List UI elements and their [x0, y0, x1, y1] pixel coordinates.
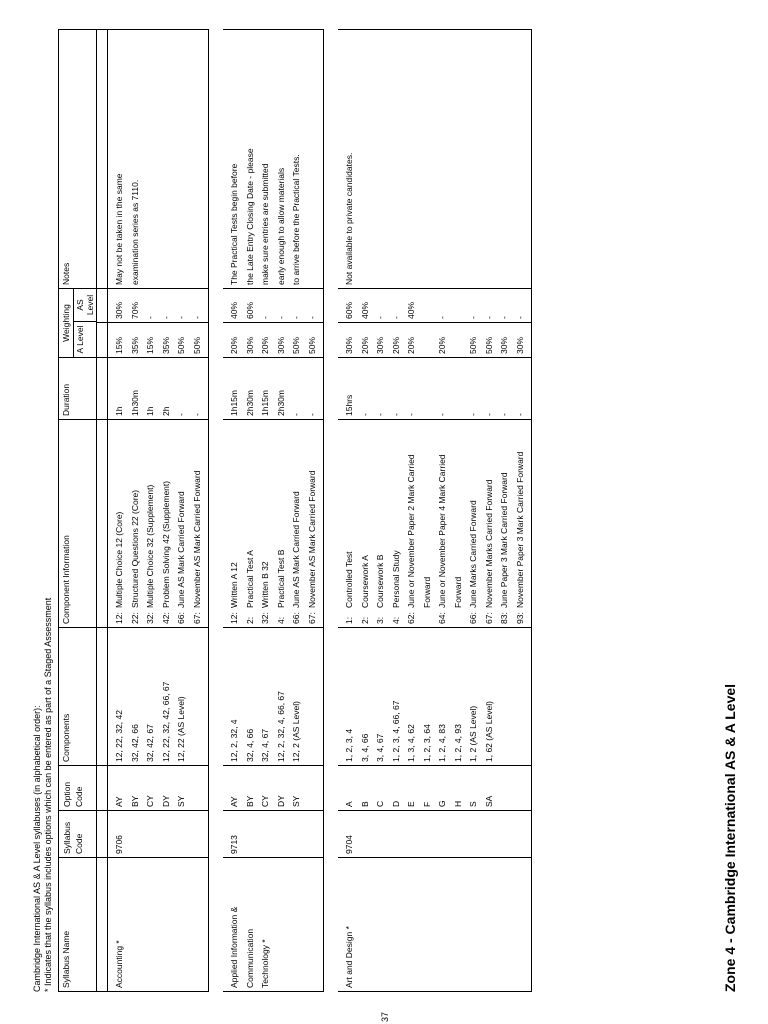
option-code-cell: A B C D E F G H S SA [338, 766, 532, 811]
a-level-weighting-cell: 30% 20% 30% 20% 20% 20% 50% 50% 30% 30% [338, 323, 532, 358]
header-a-level: A Level [74, 321, 96, 357]
notes-cell: Not available to private candidates. [338, 30, 532, 289]
components-cell: 12, 2, 32, 4 32, 4, 66 32, 4, 67 12, 2, 32, 4, 66, 67 12, 2 (AS Level) [223, 628, 324, 766]
header-duration: Duration [59, 358, 97, 420]
intro-line-1: Cambridge International AS & A Level syllabuses (in alphabetical order): [32, 705, 42, 992]
intro-line-2: * Indicates that the syllabus includes options which can be entered as part of a Staged Assessment [43, 597, 53, 992]
components-cell: 12, 22, 32, 42 32, 42, 66 32, 42, 67 12, 22, 32, 42, 66, 67 12, 22 (AS Level) [108, 628, 209, 766]
notes-cell: May not be taken in the same examination series as 7110. [108, 30, 209, 289]
syllabus-code-cell: 9706 [108, 811, 209, 858]
table-row [223, 30, 324, 992]
as-level-weighting-cell: 40% 60% - - - - [223, 289, 324, 323]
syllabus-table [58, 29, 532, 992]
component-info-cell: 12: Multiple Choice 12 (Core) 22: Structured Questions 22 (Core) 32: Multiple Choice 32 (Supplement) 42: Problem Solving 42 (Supplement) 66: June AS Mark Carried Forward 67: November AS Mark Carried Forward [108, 420, 209, 628]
notes-cell: The Practical Tests begin before the Late Entry Closing Date - please make sure entries are submitted early enough to allow materials to arrive before the Practical Tests. [223, 30, 324, 289]
duration-cell: 15hrs - - - - - - - - - [338, 358, 532, 420]
zone-title: Zone 4 - Cambridge International AS & A Level [722, 683, 738, 992]
header-spacer-row [97, 30, 108, 992]
syllabus-group-applied-ict [223, 30, 324, 992]
table-row [108, 30, 209, 992]
syllabus-name-cell: Accounting * [108, 858, 209, 992]
component-info-cell: 12: Written A 12 2: Practical Test A 32: Written B 32 4: Practical Test B 66: June AS Mark Carried Forward 67: November AS Mark Carried Forward [223, 420, 324, 628]
syllabus-code-cell: 9704 [338, 811, 532, 858]
header-weighting: Weighting A Level AS Level [59, 289, 97, 358]
syllabus-code-cell: 9713 [223, 811, 324, 858]
a-level-weighting-cell: 15% 35% 15% 35% 50% 50% [108, 323, 209, 358]
rotated-page [32, 44, 738, 1022]
duration-cell: 1h 1h30m 1h 2h - - [108, 358, 209, 420]
header-component-information: Component Information [59, 420, 97, 628]
option-code-cell: AY BY CY DY SY [223, 766, 324, 811]
syllabus-group-art-and-design [338, 30, 532, 992]
header-as-level: AS Level [75, 294, 95, 316]
syllabus-name-cell: Art and Design * [338, 858, 532, 992]
header-notes: Notes [59, 30, 97, 289]
components-cell: 1, 2, 3, 4 3, 4, 66 3, 4, 67 1, 2, 3, 4, 66, 67 1, 3, 4, 62 1, 2, 3, 64 1, 2, 4, 83 1, 2, 4, 93 1, 2 (AS Level) 1, 62 (AS Level) [338, 628, 532, 766]
header-option-code: Option Code [59, 766, 97, 811]
group-gap [209, 30, 224, 992]
a-level-weighting-cell: 20% 30% 20% 30% 50% 50% [223, 323, 324, 358]
header-syllabus-code: Syllabus Code [59, 811, 97, 858]
option-code-cell: AY BY CY DY SY [108, 766, 209, 811]
as-level-weighting-cell: 30% 70% - - - - [108, 289, 209, 323]
syllabus-group-accounting [108, 30, 209, 992]
header-syllabus-name: Syllabus Name [59, 858, 97, 992]
header-components: Components [59, 628, 97, 766]
duration-cell: 1h15m 2h30m 1h15m 2h30m - - [223, 358, 324, 420]
table-row [338, 30, 532, 992]
group-gap [324, 30, 339, 992]
page-number: 37 [380, 1011, 390, 1022]
header-row [59, 30, 97, 992]
as-level-weighting-cell: 60% 40% - - 40% - - - - - [338, 289, 532, 323]
syllabus-name-cell: Applied Information & Communication Technology * [223, 858, 324, 992]
component-info-cell: 1: Controlled Test 2: Coursework A 3: Coursework B 4: Personal Study 62: June or November Paper 2 Mark Carried Forward 64: June or November Paper 4 Mark Carried Forward 66: June Marks Carried Forward 67: November Marks Carried Forward 83: June Paper 3 Mark Carried Forward 93: November Paper 3 Mark Carried Forward [338, 420, 532, 628]
